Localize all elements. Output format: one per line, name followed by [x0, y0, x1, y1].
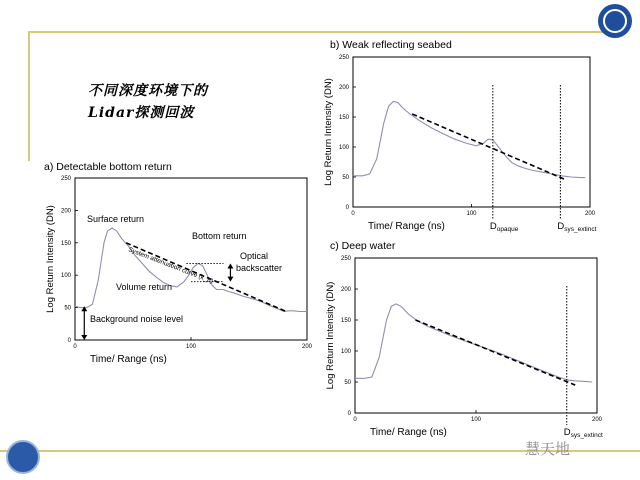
- chart-1-xtick-label: 0: [351, 211, 355, 217]
- chart-1-x-axis-label: Time/ Range (ns): [368, 221, 445, 232]
- chart-1-ytick-label: 250: [338, 55, 349, 61]
- chart-0-ytick-label: 200: [60, 208, 71, 215]
- chart-2-depth-marker-label: [564, 427, 603, 439]
- chart-1-y-axis-label: Log Return Intensity (DN): [323, 78, 334, 186]
- slide-title-line-1: 不同深度环境下的: [88, 83, 208, 99]
- chart-2-frame: [355, 258, 597, 413]
- slide-title-line-2: Lidar探测回波: [88, 105, 195, 121]
- chart-2-attenuation-line: [416, 320, 576, 385]
- bottom-return-label: Bottom return: [192, 231, 247, 241]
- chart-0-xtick-label: 0: [73, 344, 77, 350]
- chart-1-title: b) Weak reflecting seabed: [330, 39, 452, 51]
- chart-2-xtick-label: 100: [470, 417, 482, 423]
- depth-marker-letter: D: [557, 221, 565, 232]
- background-noise-label: Background noise level: [90, 314, 184, 324]
- chart-0-ytick-label: 100: [60, 273, 71, 280]
- chart-2-xtick-label: 0: [353, 417, 357, 423]
- chart-0-x-axis-label: Time/ Range (ns): [90, 354, 167, 365]
- chart-1-ytick-label: 50: [342, 175, 349, 181]
- depth-marker-letter: D: [563, 427, 571, 438]
- chart-2-ytick-label: 50: [344, 380, 351, 386]
- chart-1-waveform-line: [353, 101, 585, 177]
- background-arrow-head-down: [81, 335, 87, 340]
- optical-arrow-head-down: [227, 277, 233, 282]
- chart-2-xtick-label: 200: [591, 417, 603, 423]
- surface-return-label: Surface return: [87, 214, 145, 224]
- chart-0-title: a) Detectable bottom return: [44, 161, 172, 173]
- optical-backscatter-label-line-2: backscatter: [236, 263, 283, 273]
- volume-return-label: Volume return: [116, 282, 173, 292]
- chart-2-ytick-label: 100: [340, 349, 351, 355]
- chart-0-ytick-label: 0: [67, 338, 71, 344]
- chart-0-xtick-label: 200: [301, 344, 313, 350]
- chart-2-ytick-label: 150: [340, 318, 351, 324]
- depth-marker-subscript: sys_extinct: [570, 432, 603, 439]
- depth-marker-letter: D: [489, 221, 497, 232]
- watermark-text: 慧天地: [525, 440, 571, 458]
- chart-0-xtick-label: 100: [185, 344, 197, 350]
- chart-1-attenuation-line: [412, 114, 566, 180]
- chart-2-waveform-line: [355, 304, 592, 382]
- chart-1-depth-marker-label: [557, 221, 596, 233]
- chart-0-ytick-label: 150: [60, 240, 71, 247]
- depth-marker-subscript: opaque: [496, 226, 519, 233]
- chart-2-ytick-label: 250: [340, 256, 351, 262]
- chart-2-ytick-label: 0: [347, 411, 351, 417]
- chart-1-ytick-label: 150: [338, 115, 349, 121]
- chart-0-y-axis-label: Log Return Intensity (DN): [45, 205, 56, 313]
- chart-2-ytick-label: 200: [340, 287, 351, 293]
- chart-1-depth-marker-label: [490, 221, 519, 233]
- chart-2-title: c) Deep water: [330, 240, 396, 252]
- chart-1-ytick-label: 0: [345, 205, 349, 211]
- chart-0-ytick-label: 50: [64, 305, 71, 312]
- chart-1-ytick-label: 100: [338, 145, 349, 151]
- chart-1-ytick-label: 200: [338, 85, 349, 91]
- optical-backscatter-label-line-1: Optical: [240, 251, 269, 261]
- optical-arrow-head-up: [227, 264, 233, 269]
- chart-2-x-axis-label: Time/ Range (ns): [370, 427, 447, 438]
- attenuation-curve-label: System attenuation curve (k_L): [127, 246, 214, 286]
- chart-1-xtick-label: 100: [466, 211, 477, 217]
- chart-1-frame: [353, 57, 590, 207]
- chart-1-xtick-label: 200: [584, 211, 596, 217]
- depth-marker-subscript: sys_extinct: [564, 226, 597, 233]
- chart-0-ytick-label: 250: [60, 176, 71, 182]
- chart-2-y-axis-label: Log Return Intensity (DN): [325, 281, 336, 390]
